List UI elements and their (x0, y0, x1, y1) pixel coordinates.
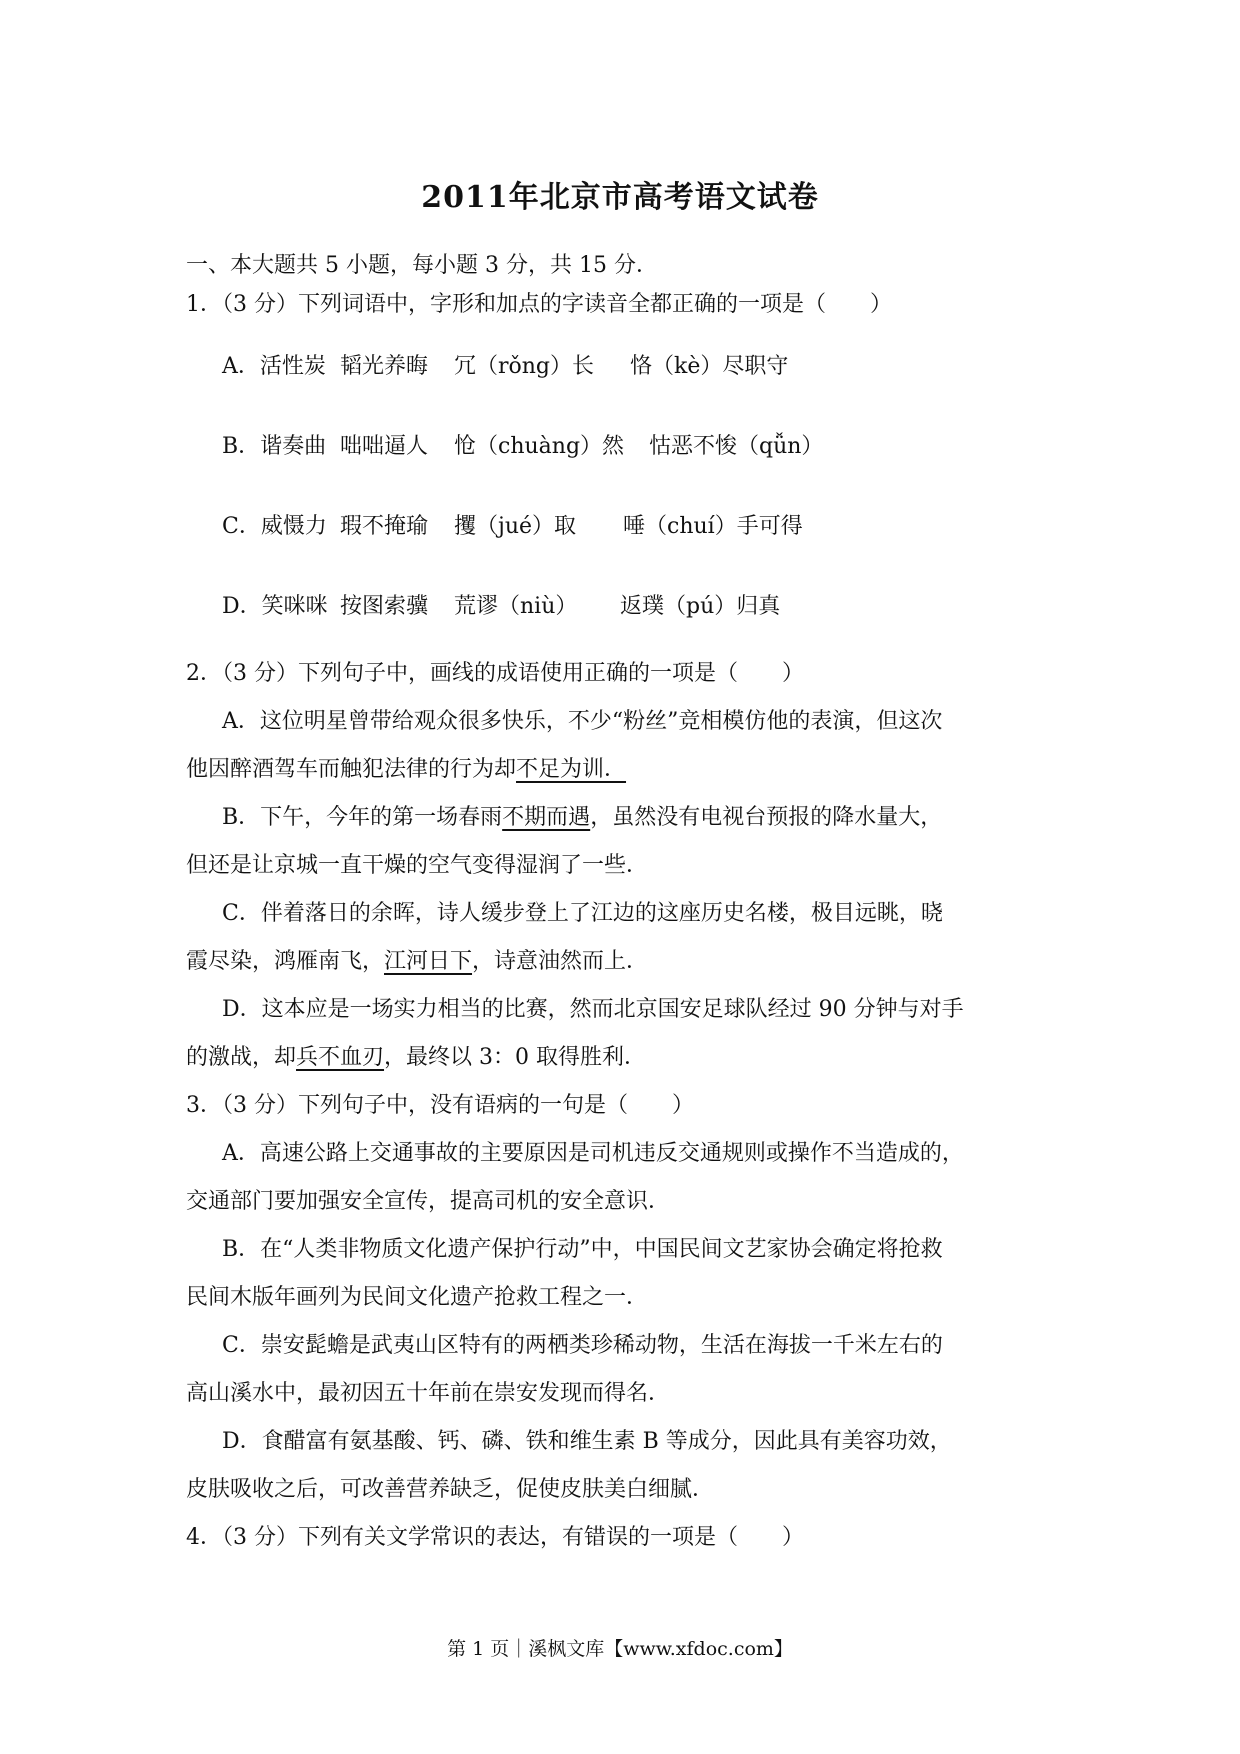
option-text: ，诗意油然而上． (472, 949, 649, 974)
option-d-word-1: D．笑咪咪 (222, 594, 328, 619)
option-b-word-2: 咄咄逼人 (340, 434, 429, 459)
question-2-option-a-line-2 (186, 759, 626, 781)
option-text: 他因醉酒驾车而触犯法律的行为却 (186, 757, 517, 782)
option-c-word-2: 瑕不掩瑜 (340, 514, 429, 539)
question-3-option-a-line-1: A．高速公路上交通事故的主要原因是司机违反交通规则或操作不当造成的， (222, 1141, 964, 1166)
option-b-word-1: B．谐奏曲 (222, 434, 327, 459)
option-text: B．下午，今年的第一场春雨 (222, 805, 503, 830)
question-3-stem: 3．（3 分）下列句子中，没有语病的一句是（ ） (186, 1093, 694, 1118)
question-2-option-c-line-1: C．伴着落日的余晖，诗人缓步登上了江边的这座历史名楼，极目远眺，晓 (222, 901, 943, 926)
option-text: ，最终以 3：0 取得胜利． (384, 1045, 647, 1070)
option-d-word-4: 返璞（pú）归真 (620, 594, 781, 619)
option-b-word-4: 怙恶不悛（qǚn） (649, 434, 824, 459)
underlined-idiom: 不足为训． (516, 757, 627, 782)
question-4-stem: 4．（3 分）下列有关文学常识的表达，有错误的一项是（ ） (186, 1525, 804, 1550)
question-3-option-c-line-1: C．崇安髭蟾是武夷山区特有的两栖类珍稀动物，生活在海拔一千米左右的 (222, 1333, 943, 1358)
option-a-word-2: 韬光养晦 (340, 354, 429, 379)
question-2-option-a-line-1: A．这位明星曾带给观众很多快乐，不少“粉丝”竞相模仿他的表演，但这次 (222, 709, 943, 734)
option-b-word-3: 怆（chuàng）然 (454, 434, 625, 459)
option-c-word-3: 攫（jué）取 (454, 514, 577, 539)
option-text: 的激战，却 (186, 1045, 297, 1070)
question-2-option-b-line-1 (222, 807, 942, 829)
question-2-option-d-line-2 (186, 1047, 646, 1069)
option-a-word-1: A．活性炭 (222, 354, 326, 379)
question-2-option-b-line-2: 但还是让京城一直干燥的空气变得湿润了一些． (186, 853, 649, 878)
option-text: ，虽然没有电视台预报的降水量大， (590, 805, 943, 830)
question-2-option-c-line-2 (186, 951, 648, 973)
option-d-word-3: 荒谬（niù） (454, 594, 578, 619)
question-3-option-d-line-2: 皮肤吸收之后，可改善营养缺乏，促使皮肤美白细腻． (186, 1477, 715, 1502)
underlined-idiom: 不期而遇 (502, 805, 591, 830)
question-1-stem: 1．（3 分）下列词语中，字形和加点的字读音全都正确的一项是（ ） (186, 292, 892, 317)
option-text: 霞尽染，鸿雁南飞， (186, 949, 385, 974)
question-3-option-b-line-2: 民间木版年画列为民间文化遗产抢救工程之一． (186, 1285, 649, 1310)
question-3-option-d-line-1: D．食醋富有氨基酸、钙、磷、铁和维生素 B 等成分，因此具有美容功效， (222, 1429, 952, 1454)
underlined-idiom: 江河日下 (384, 949, 473, 974)
question-1-option-d (222, 596, 780, 618)
section-heading: 一、本大题共 5 小题，每小题 3 分，共 15 分． (186, 253, 658, 278)
question-2-stem: 2．（3 分）下列句子中，画线的成语使用正确的一项是（ ） (186, 661, 804, 686)
question-3-option-c-line-2: 高山溪水中，最初因五十年前在崇安发现而得名． (186, 1381, 671, 1406)
option-c-word-1: C．威慑力 (222, 514, 327, 539)
option-a-word-3: 冗（rǒng）长 (454, 354, 595, 379)
option-a-word-4: 恪（kè）尽职守 (630, 354, 789, 379)
question-3-option-b-line-1: B．在“人类非物质文化遗产保护行动”中，中国民间文艺家协会确定将抢救 (222, 1237, 943, 1262)
underlined-idiom: 兵不血刃 (296, 1045, 385, 1070)
option-c-word-4: 唾（chuí）手可得 (623, 514, 803, 539)
page-title: 2011年北京市高考语文试卷 (421, 180, 819, 215)
question-3-option-a-line-2: 交通部门要加强安全宣传，提高司机的安全意识． (186, 1189, 671, 1214)
question-1-option-b (222, 436, 823, 458)
page-footer: 第 1 页｜溪枫文库【www.xfdoc.com】 (447, 1638, 793, 1660)
option-d-word-2: 按图索骥 (340, 594, 429, 619)
question-1-option-c (222, 516, 803, 538)
question-2-option-d-line-1: D．这本应是一场实力相当的比赛，然而北京国安足球队经过 90 分钟与对手 (222, 997, 964, 1022)
question-1-option-a (222, 356, 788, 378)
